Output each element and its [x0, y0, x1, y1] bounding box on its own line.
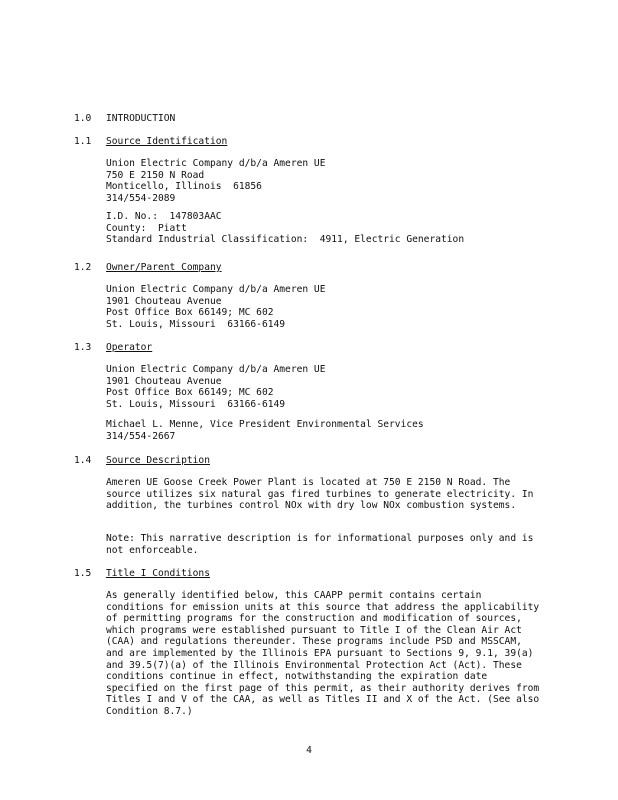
section-title: Title I Conditions — [106, 568, 210, 579]
section-title: INTRODUCTION — [106, 113, 176, 124]
conditions-paragraph: As generally identified below, this CAAPP permit contains certain conditions for emission units at this source that address the applicability of permitting programs for the construction and modification of sources, which programs were established pursuant to Title I of the Clean Air Act (CAA) and regulations thereunder. These programs include PSD and MSSCAM, and are implemented by the Illinois EPA pursuant to Sections 9, 9.1, 39(a) and 39.5(7)(a) of the Illinois Environmental Protection Act (Act). These conditions continue in effect, notwithstanding the expiration date specified on the first page of this permit, as their authority derives from Titles I and V of the CAA, as well as Titles II and X of the Act. (See also Condition 8.7.) — [106, 590, 540, 717]
address-line: 1901 Chouteau Avenue — [106, 375, 222, 387]
owner-address — [106, 284, 546, 330]
section-number: 1.4 — [74, 455, 92, 466]
id-number: I.D. No.: 147803AAC — [106, 211, 222, 222]
description-note: Note: This narrative description is for informational purposes only and is not enforceable. — [106, 533, 534, 556]
source-ids — [106, 211, 546, 246]
contact-phone: 314/554-2667 — [106, 430, 176, 442]
address-line: Post Office Box 66149; MC 602 — [106, 387, 274, 399]
sic-code: Standard Industrial Classification: 4911, Electric Generation — [106, 234, 465, 246]
section-title: Owner/Parent Company — [106, 262, 222, 273]
section-number: 1.2 — [74, 262, 92, 273]
address-line: 1901 Chouteau Avenue — [106, 295, 222, 307]
section-number: 1.1 — [74, 136, 92, 147]
address-line: St. Louis, Missouri 63166-6149 — [106, 318, 286, 330]
operator-contact — [106, 419, 546, 442]
county: County: Piatt — [106, 222, 187, 234]
address-line: Union Electric Company d/b/a Ameren UE — [106, 158, 326, 169]
contact-name: Michael L. Menne, Vice President Environmental Services — [106, 419, 424, 430]
operator-address — [106, 364, 546, 410]
address-line: Post Office Box 66149; MC 602 — [106, 307, 274, 319]
source-address — [106, 158, 546, 204]
address-line: 750 E 2150 N Road — [106, 169, 205, 181]
page-number: 4 — [306, 745, 312, 756]
address-line: St. Louis, Missouri 63166-6149 — [106, 398, 286, 410]
section-title: Source Identification — [106, 136, 228, 147]
phone-line: 314/554-2089 — [106, 192, 176, 204]
description-paragraph: Ameren UE Goose Creek Power Plant is located at 750 E 2150 N Road. The source utilizes six natural gas fired turbines to generate electricity. In addition, the turbines control NOx with dry low NOx combustion systems. — [106, 477, 534, 512]
section-number: 1.3 — [74, 342, 92, 353]
section-number: 1.0 — [74, 113, 92, 124]
section-title: Operator — [106, 342, 153, 353]
section-title: Source Description — [106, 455, 210, 466]
address-line: Union Electric Company d/b/a Ameren UE — [106, 284, 326, 295]
section-number: 1.5 — [74, 568, 92, 579]
address-line: Monticello, Illinois 61856 — [106, 181, 262, 193]
address-line: Union Electric Company d/b/a Ameren UE — [106, 364, 326, 375]
